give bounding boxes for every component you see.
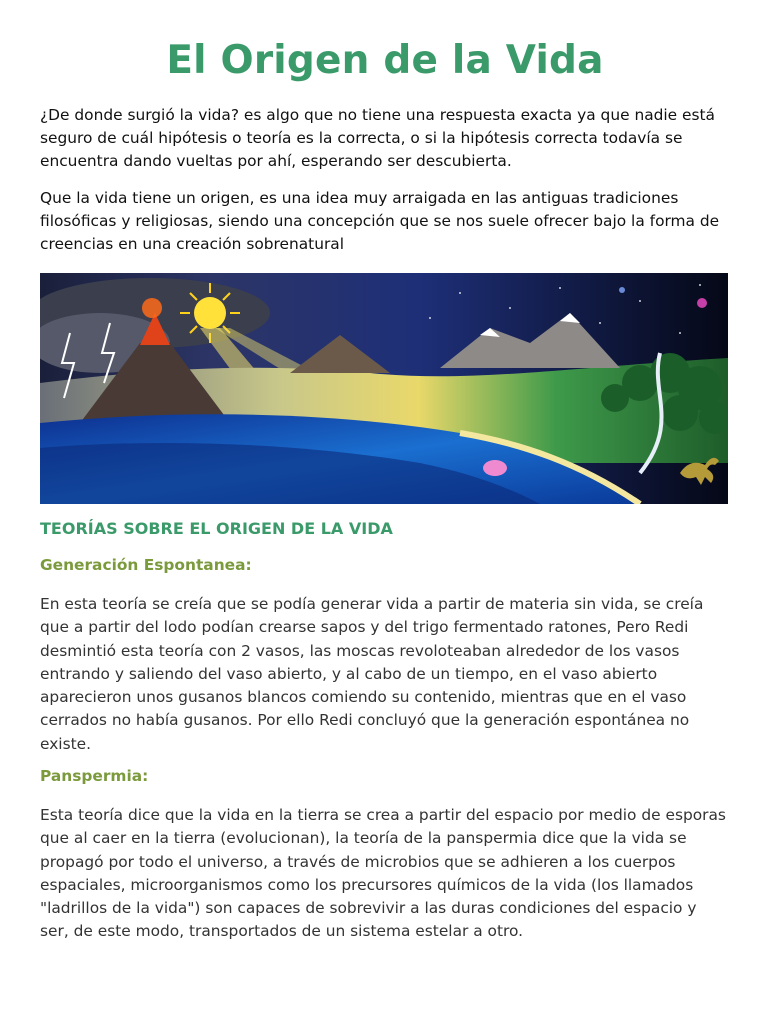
theory-text-panspermia: Esta teoría dice que la vida en la tierra se crea a partir del espacio por medio de esporas que al caer en la tierra (evolucionan), la teoría de la panspermia dice que la vida se propagó por todo el universo, a través de microbios que se adhieren a los cuerpos espaciales, microorganismos como los precursores químicos de la vida (los llamados "ladrillos de la vida") son capaces de sobrevivir a las duras condiciones del espacio y ser, de este modo, transportados de un sistema estelar a otro. bbox=[40, 806, 726, 941]
theory-text-generacion-espontanea: En esta teoría se creía que se podía generar vida a partir de materia sin vida, se creía que a partir del lodo podían crearse sapos y del trigo fermentado ratones, Pero Redi desmintió esta teoría con 2 vasos, las moscas revoloteaban alrededor de los vasos entrando y saliendo del vaso abierto, y al cabo de un tiempo, en el vaso abierto aparecieron unos gusanos blancos comiendo su contenido, mientras que en el vaso cerrados no había gusanos. Por ello Redi concluyó que la generación espontánea no existe. bbox=[40, 595, 704, 753]
intro-paragraph-1: ¿De donde surgió la vida? es algo que no tiene una respuesta exacta ya que nadie está seguro de cuál hipótesis o teoría es la correcta, o si la hipótesis correcta todavía se encuentra dando vueltas por ahí, esperando ser descubierta. bbox=[40, 106, 715, 171]
theory-heading-panspermia: Panspermia: bbox=[40, 767, 149, 785]
page-title: El Origen de la Vida bbox=[166, 38, 604, 83]
intro-paragraph-2: Que la vida tiene un origen, es una idea muy arraigada en las antiguas tradiciones filosóficas y religiosas, siendo una concepción que se nos suele ofrecer bajo la forma de creencias en una creación sobrenatural bbox=[40, 189, 720, 254]
section-heading: TEORÍAS SOBRE EL ORIGEN DE LA VIDA bbox=[40, 519, 393, 538]
theory-heading-generacion-espontanea: Generación Espontanea: bbox=[40, 556, 252, 574]
origin-of-life-illustration bbox=[40, 273, 728, 504]
